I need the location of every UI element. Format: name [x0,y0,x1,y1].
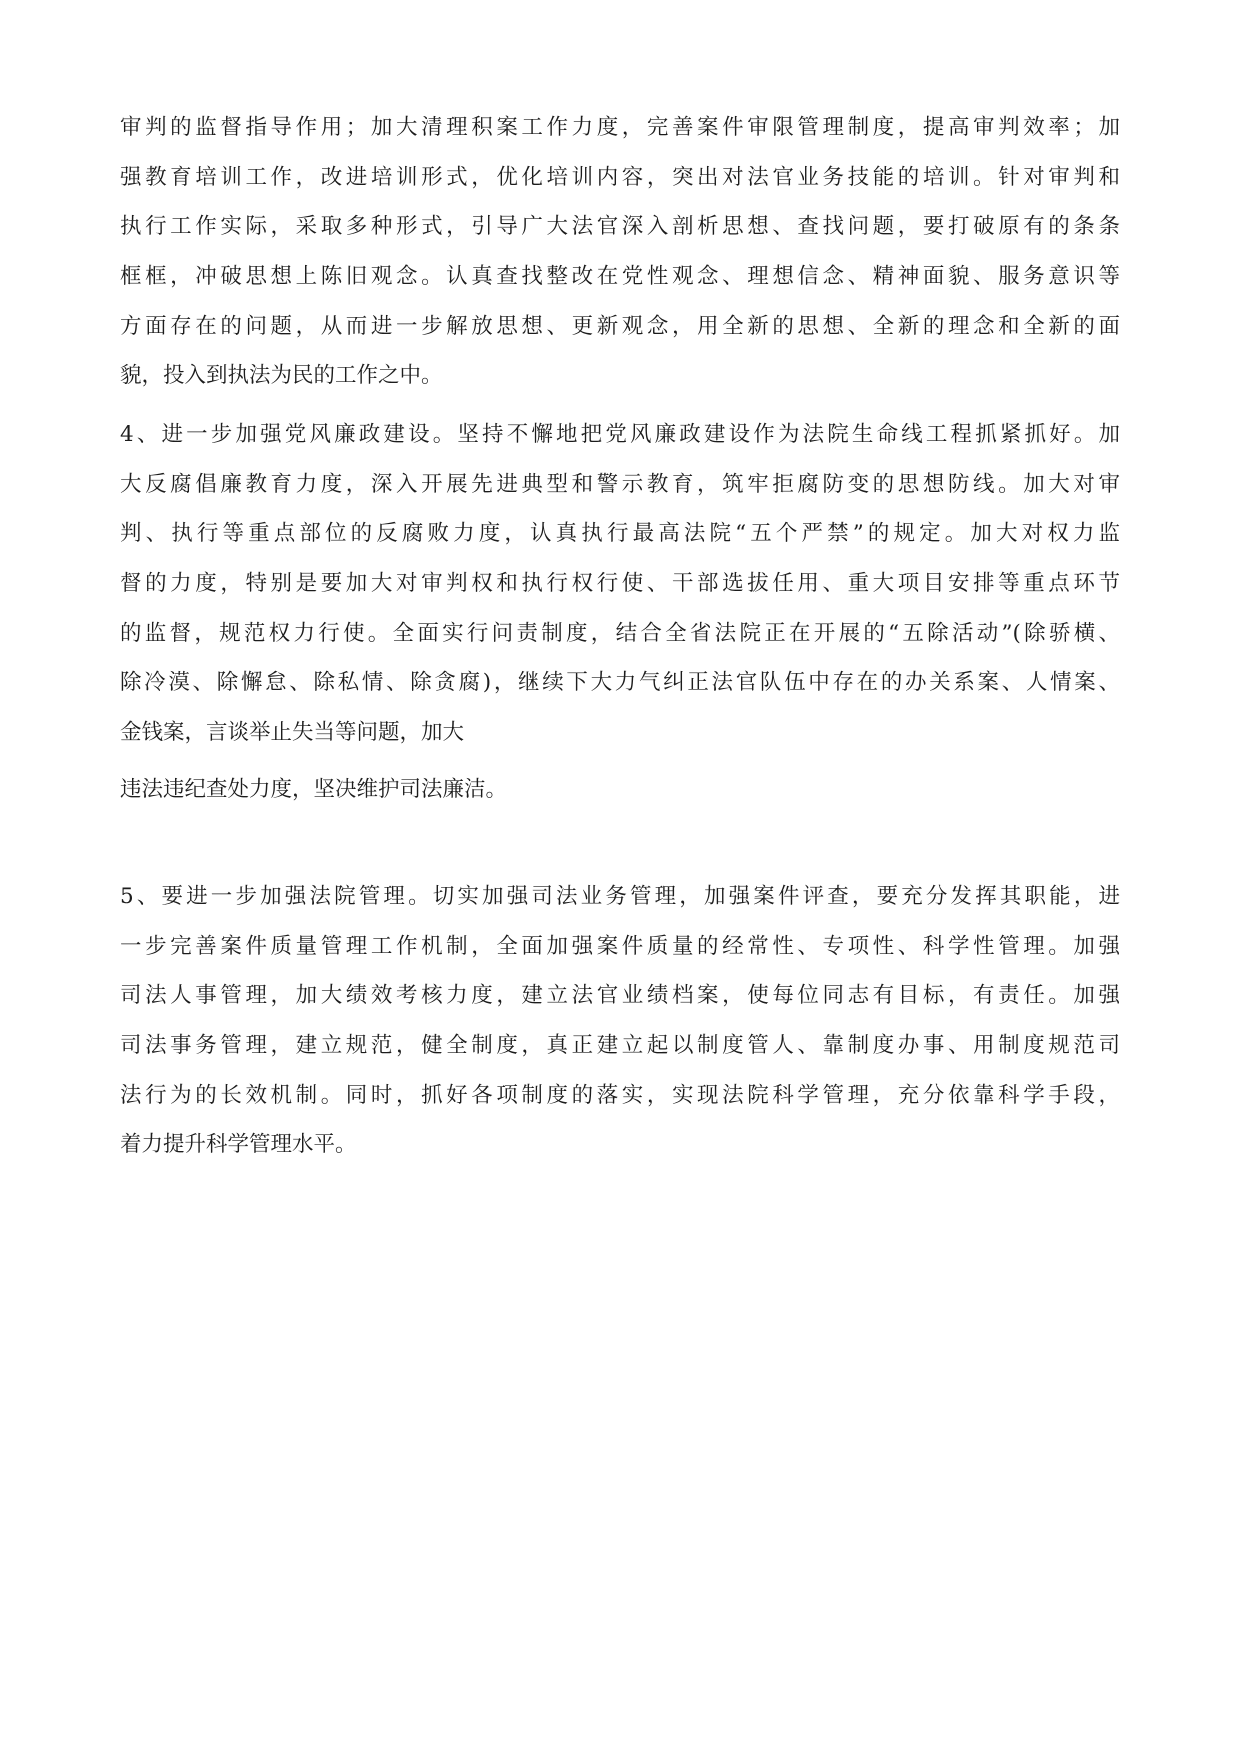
text-line: 司法事务管理，建立规范，健全制度，真正建立起以制度管人、靠制度办事、用制度规范司 [120,1033,1120,1059]
text-line: 金钱案，言谈举止失当等问题，加大 [120,720,465,746]
text-line: 的监督，规范权力行使。全面实行问责制度，结合全省法院正在开展的“五除活动”(除骄横、 [120,620,1120,646]
text-line: 着力提升科学管理水平。 [120,1132,357,1158]
text-line: 4、进一步加强党风廉政建设。坚持不懈地把党风廉政建设作为法院生命线工程抓紧抓好。加 [120,422,1120,447]
paragraph-item-4 [120,410,1120,758]
text-line: 强教育培训工作，改进培训形式，优化培训内容，突出对法官业务技能的培训。针对审判和 [120,164,1120,190]
text-line: 法行为的长效机制。同时，抓好各项制度的落实，实现法院科学管理，充分依靠科学手段， [120,1082,1120,1108]
text-line: 违法违纪查处力度，坚决维护司法廉洁。 [120,777,508,802]
text-line: 一步完善案件质量管理工作机制，全面加强案件质量的经常性、专项性、科学性管理。加强 [120,933,1120,959]
text-line: 司法人事管理，加大绩效考核力度，建立法官业绩档案，使每位同志有目标，有责任。加强 [120,983,1120,1009]
text-line: 判、执行等重点部位的反腐败力度，认真执行最高法院“五个严禁”的规定。加大对权力监 [120,521,1120,547]
text-line: 审判的监督指导作用；加大清理积案工作力度，完善案件审限管理制度，提高审判效率；加 [120,115,1120,140]
text-line: 除冷漠、除懈怠、除私情、除贪腐)，继续下大力气纠正法官队伍中存在的办关系案、人情案、 [120,670,1120,696]
text-line: 执行工作实际，采取多种形式，引导广大法官深入剖析思想、查找问题，要打破原有的条条 [120,214,1120,240]
paragraph-item-5 [120,872,1120,1170]
text-line: 貌，投入到执法为民的工作之中。 [120,363,443,389]
text-line: 督的力度，特别是要加大对审判权和执行权行使、干部选拔任用、重大项目安排等重点环节 [120,571,1120,597]
text-line: 5、要进一步加强法院管理。切实加强司法业务管理，加强案件评查，要充分发挥其职能，进 [120,884,1120,909]
paragraph-continuation [120,103,1120,401]
paragraph-item-4-tail [120,765,1120,815]
text-line: 框框，冲破思想上陈旧观念。认真查找整改在党性观念、理想信念、精神面貌、服务意识等 [120,264,1120,290]
text-line: 方面存在的问题，从而进一步解放思想、更新观念，用全新的思想、全新的理念和全新的面 [120,313,1120,339]
text-line: 大反腐倡廉教育力度，深入开展先进典型和警示教育，筑牢拒腐防变的思想防线。加大对审 [120,471,1120,497]
